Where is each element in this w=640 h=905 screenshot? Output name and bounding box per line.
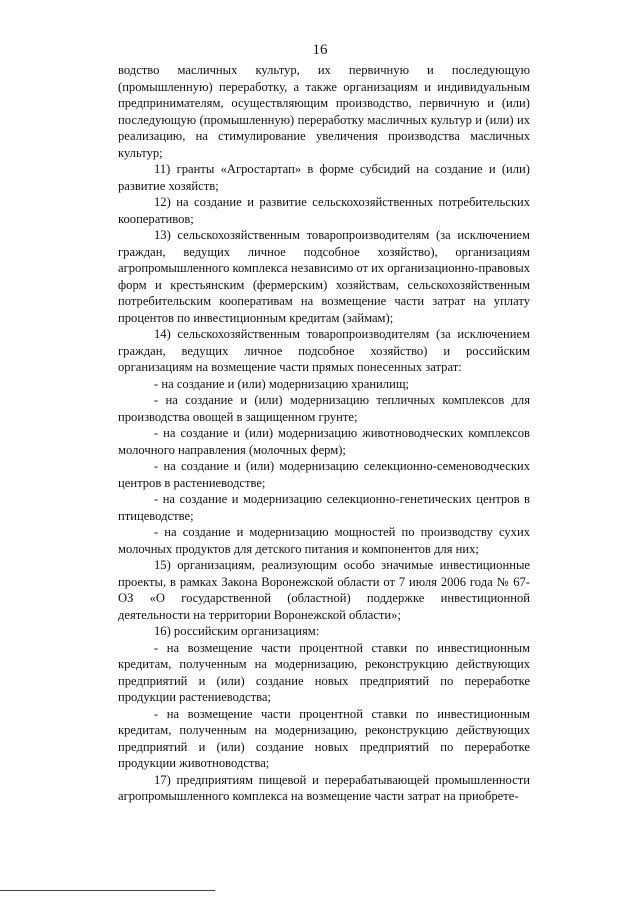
paragraph-continuation: водство масличных культур, их первичную и последующую (промышленную) переработку, а также организациям и индивидуальным предпринимателям, осуществляющим производство, первичную и (или) последующую (промышленную) переработку масличных культур и (или) их реализацию, на стимулирование увеличения производства масличных культур; [118,63,530,160]
paragraph-item-11: 11) гранты «Агростартап» в форме субсидий на создание и (или) развитие хозяйств; [118,162,530,193]
footnote-rule [0,890,215,891]
paragraph-item-16: 16) российским организациям: [154,624,320,638]
page-number: 16 [312,42,328,58]
paragraph-subitem: - на создание и (или) модернизацию тепличных комплексов для производства овощей в защищенном грунте; [118,393,530,424]
paragraph-subitem: - на создание и (или) модернизацию селекционно-семеноводческих центров в растениеводстве; [118,459,530,490]
paragraph-item-13: 13) сельскохозяйственным товаропроизводителям (за исключением граждан, ведущих личное подсобное хозяйство), организациям агропромышленного комплекса независимо от их организационно-правовых форм и крестьянским (фермерским) хозяйствам, сельскохозяйственным потребительским кооперативам на возмещение части затрат на уплату процентов по инвестиционным кредитам (займам); [118,228,530,325]
paragraph-subitem: - на возмещение части процентной ставки по инвестиционным кредитам, полученным на модернизацию, реконструкцию действующих предприятий и (или) создание новых предприятий по переработке продукции животноводства; [118,706,530,770]
paragraph-subitem: - на создание и модернизацию мощностей по производству сухих молочных продуктов для детского питания и компонентов для них; [118,525,530,556]
paragraph-item-17: 17) предприятиям пищевой и перерабатывающей промышленности агропромышленного комплекса на возмещение части затрат на приобрете- [118,772,530,803]
paragraph-item-15: 15) организациям, реализующим особо значимые инвестиционные проекты, в рамках Закона Воронежской области от 7 июля 2006 года № 67-ОЗ «О государственной (областной) поддержке инвестиционной деятельности на территории Воронежской области»; [118,558,530,622]
paragraph-subitem: - на создание и (или) модернизацию хранилищ; [154,376,410,391]
paragraph-subitem: - на возмещение части процентной ставки по инвестиционным кредитам, полученным на модернизацию, реконструкцию действующих предприятий и (или) создание новых предприятий по переработке продукции растениеводства; [118,640,530,704]
paragraph-subitem: - на создание и (или) модернизацию животноводческих комплексов молочного направления (молочных ферм); [118,426,530,457]
paragraph-subitem: - на создание и модернизацию селекционно-генетических центров в птицеводстве; [118,492,530,523]
document-text [118,62,530,805]
paragraph-item-14: 14) сельскохозяйственным товаропроизводителям (за исключением граждан, ведущих личное подсобное хозяйство) и российским организациям на возмещение части прямых понесенных затрат: [118,327,530,374]
paragraph-item-12: 12) на создание и развитие сельскохозяйственных потребительских кооперативов; [118,195,530,226]
